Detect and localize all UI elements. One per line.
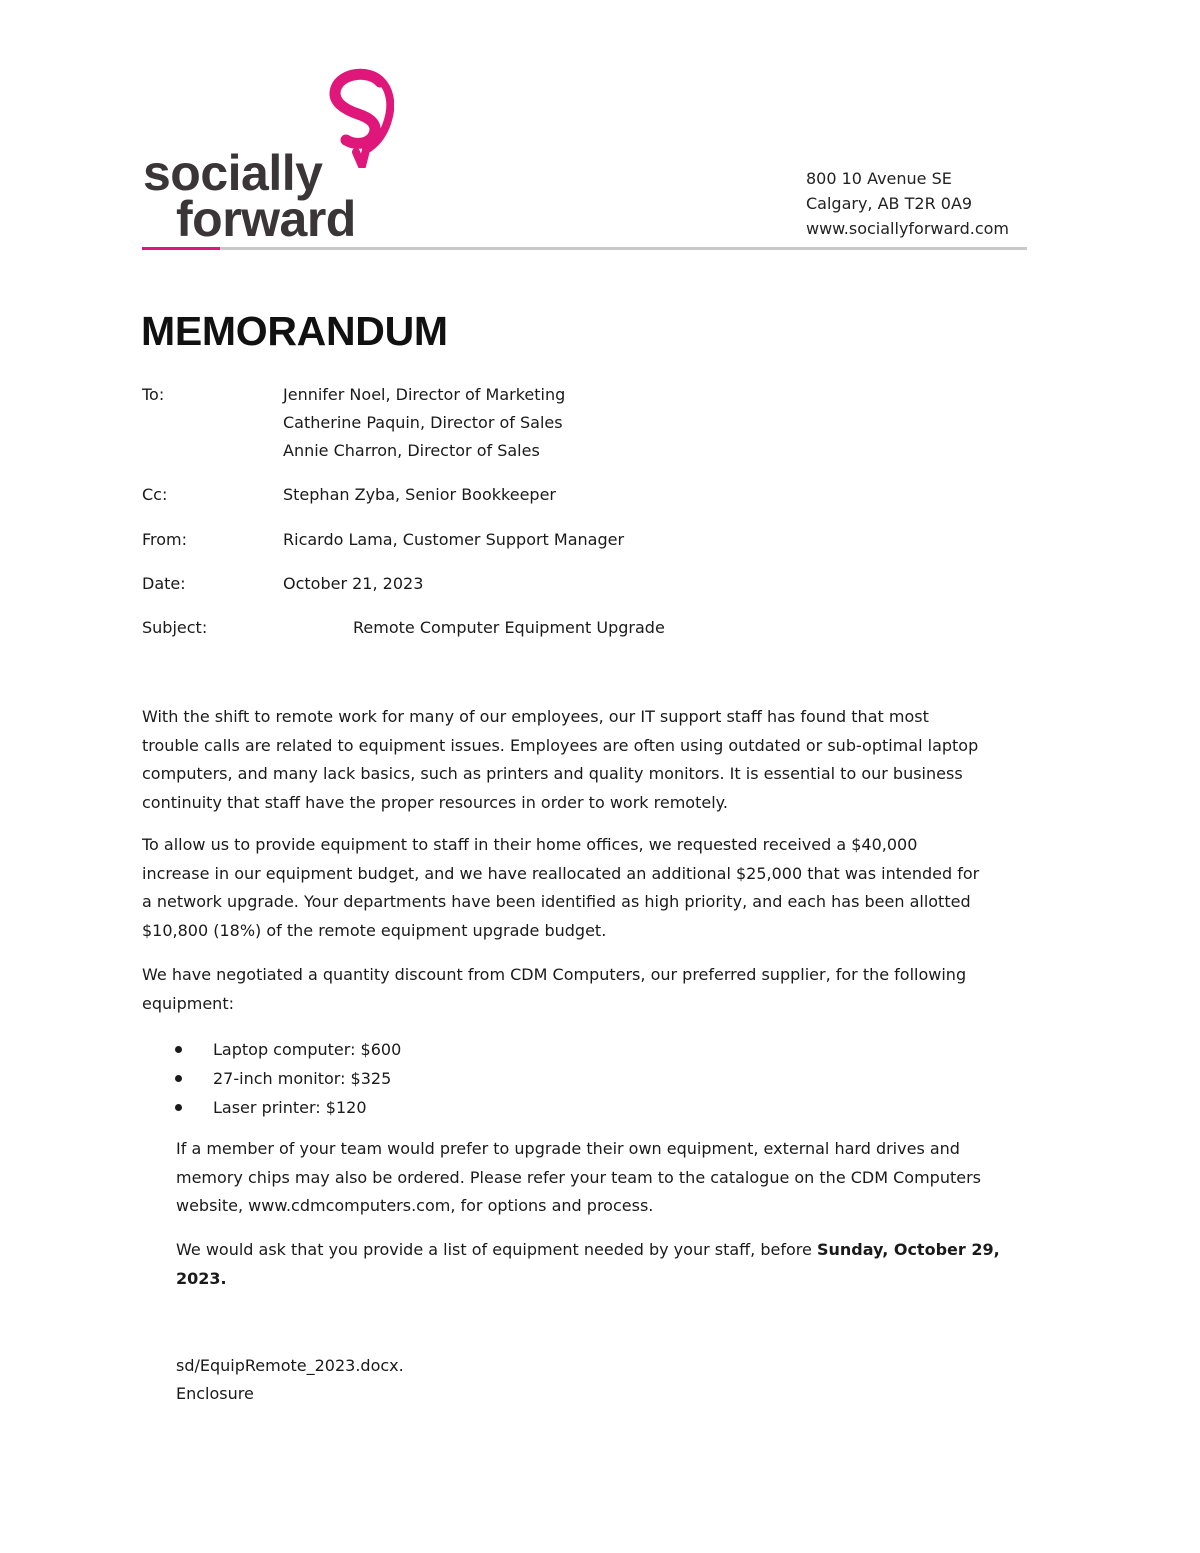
- body-paragraph-1: [142, 703, 1057, 817]
- list-item-text: Laptop computer: $600: [213, 1040, 402, 1059]
- header-divider: [142, 247, 1027, 250]
- body-line: trouble calls are related to equipment issues. Employees are often using outdated or sub-optimal laptop: [142, 735, 979, 755]
- body-line: website, www.cdmcomputers.com, for options and process.: [176, 1196, 654, 1215]
- body-line: computers, and many lack basics, such as printers and quality monitors. It is essential to our business: [142, 764, 963, 783]
- to-recipient-1: Jennifer Noel, Director of Marketing: [283, 385, 566, 404]
- bullet-icon: [175, 1075, 182, 1082]
- header-divider-accent: [142, 247, 220, 250]
- list-item-text: Laser printer: $120: [213, 1098, 367, 1117]
- body-paragraph-4: [176, 1135, 1061, 1221]
- body-line: [176, 1236, 1061, 1265]
- list-item: [172, 1064, 401, 1093]
- list-item: [172, 1093, 401, 1122]
- list-item-text: 27-inch monitor: $325: [213, 1069, 392, 1088]
- logo-wordmark-line1: socially: [143, 145, 323, 201]
- deadline-request-text: We would ask that you provide a list of equipment needed by your staff, before: [176, 1240, 817, 1259]
- body-line: increase in our equipment budget, and we have reallocated an additional $25,000 that was intended for: [142, 863, 980, 883]
- bullet-icon: [175, 1046, 182, 1053]
- document-reference: sd/EquipRemote_2023.docx.: [176, 1356, 404, 1375]
- deadline-date-part2: 2023.: [176, 1268, 227, 1288]
- list-item: [172, 1035, 401, 1064]
- body-paragraph-3: [142, 961, 1057, 1018]
- logo-wordmark-line2: forward: [176, 191, 356, 247]
- to-label: To:: [142, 385, 165, 404]
- to-recipient-2: Catherine Paquin, Director of Sales: [283, 413, 563, 432]
- address-street: 800 10 Avenue SE: [806, 169, 952, 188]
- cc-recipient: Stephan Zyba, Senior Bookkeeper: [283, 485, 556, 504]
- enclosure-notation: Enclosure: [176, 1384, 254, 1403]
- equipment-list: [172, 1035, 401, 1122]
- body-paragraph-2: [142, 831, 1057, 945]
- memo-subject: Remote Computer Equipment Upgrade: [353, 618, 665, 637]
- body-line: [176, 1265, 1061, 1294]
- to-recipient-3: Annie Charron, Director of Sales: [283, 441, 540, 460]
- bullet-icon: [175, 1104, 182, 1111]
- cc-label: Cc:: [142, 485, 168, 504]
- address-city: Calgary, AB T2R 0A9: [806, 194, 973, 213]
- body-paragraph-5: [176, 1236, 1061, 1293]
- body-line: If a member of your team would prefer to upgrade their own equipment, external hard drives and: [176, 1139, 960, 1158]
- body-line: continuity that staff have the proper resources in order to work remotely.: [142, 792, 728, 812]
- body-line: To allow us to provide equipment to staff in their home offices, we requested received a $40,000: [142, 835, 918, 854]
- address-website: www.sociallyforward.com: [806, 219, 1010, 238]
- speech-bubble-s-icon: [322, 68, 394, 168]
- from-sender: Ricardo Lama, Customer Support Manager: [283, 530, 625, 549]
- date-label: Date:: [142, 574, 186, 593]
- body-line: With the shift to remote work for many of our employees, our IT support staff has found that most: [142, 707, 929, 726]
- memo-date: October 21, 2023: [283, 574, 424, 593]
- body-line: We have negotiated a quantity discount from CDM Computers, our preferred supplier, for the following: [142, 965, 967, 984]
- body-line: a network upgrade. Your departments have been identified as high priority, and each has been allotted: [142, 892, 971, 911]
- subject-label: Subject:: [142, 618, 208, 637]
- memo-title: MEMORANDUM: [141, 308, 448, 354]
- body-line: memory chips may also be ordered. Please refer your team to the catalogue on the CDM Computers: [176, 1167, 981, 1187]
- deadline-date-part1: Sunday, October 29,: [816, 1240, 1000, 1259]
- company-address: [806, 166, 1009, 241]
- from-label: From:: [142, 530, 188, 549]
- body-line: $10,800 (18%) of the remote equipment upgrade budget.: [142, 920, 607, 940]
- body-line: equipment:: [142, 993, 234, 1013]
